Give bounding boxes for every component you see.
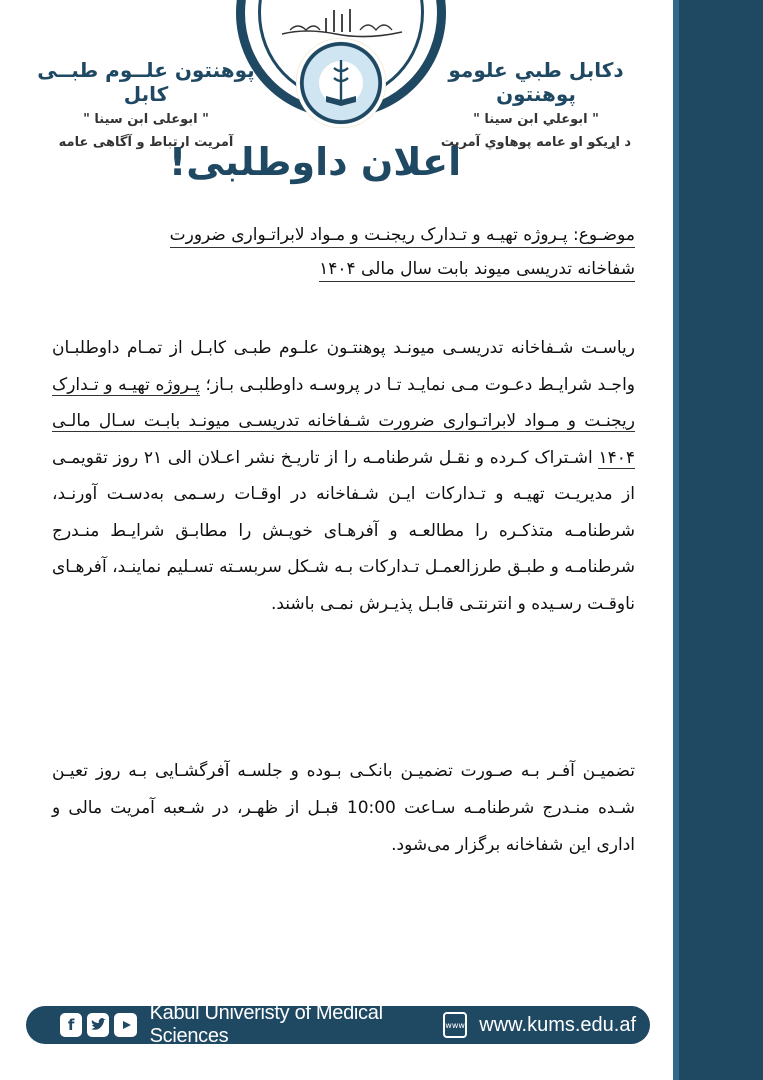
announcement-paragraph-2: تضمیـن آفـر بـه صـورت تضمیـن بانکـی بـوده و جلسـه آفرگشـایی بـه روز تعیـن شـده منـدرج شرطنامـه سـاعت 10:00 قبـل از ظهـر، در شـعبه آمریت مالی و اداری این شفاخانه برگزار می‌شود. [52, 761, 635, 855]
university-epithet-pashto: " ابوعلي ابن سینا " [473, 112, 599, 127]
announcement-subject [52, 218, 635, 286]
subject-line-1: موضـوع: پـروژه تهیـه و تـدارک ریجنـت و مـواد لابراتـواری ضرورت [170, 225, 635, 248]
seal-emblem-icon [296, 38, 386, 128]
office-name-dari: آمریت ارتباط و آگاهی عامه [58, 135, 234, 150]
youtube-play-icon [119, 1019, 133, 1031]
header-dari [26, 58, 266, 150]
bismillah-calligraphy-icon [276, 6, 408, 42]
header-pashto [421, 58, 651, 150]
twitter-icon[interactable] [87, 1013, 109, 1037]
announcement-title: اعلان داوطلبی! [168, 140, 462, 184]
paragraph-1-project-name: پـروژه تهیـه و تـدارک ریجنـت و مـواد لابراتـواری ضرورت شـفاخانه تدریسـی میونـد بابـت سـال مالـی ۱۴۰۴ [52, 374, 635, 468]
university-seal-logo [296, 38, 386, 128]
office-name-pashto: د اړیکو او عامه پوهاوي آمریت [440, 135, 632, 150]
footer-university-name: Kabul Univeristy of Medical Sciences [149, 1002, 383, 1047]
youtube-icon[interactable] [114, 1013, 136, 1037]
facebook-icon[interactable]: f [60, 1013, 82, 1037]
right-side-bar [673, 0, 763, 1080]
subject-line-2: شفاخانه تدریسی میوند بابت سال مالی ۱۴۰۴ [319, 259, 635, 282]
paragraph-1-intro: ریاسـت شـفاخانه تدریسـی میونـد پوهنتـون علـوم طبـی کابـل از تمـام داوطلبـان واجـد شرایـط دعـوت مـی نمایـد تـا در پروسـه داوطلبـی بـاز؛ [52, 338, 635, 395]
twitter-bird-icon [90, 1018, 106, 1032]
side-bar-strip [673, 0, 679, 1080]
paragraph-1-details: اشـتراک کـرده و نقـل شرطنامـه را از تاریـخ نشر اعـلان الی ۲۱ روز تقویمـی از مدیریـت تهیـه و تـدارکات ایـن شـفاخانه در اوقـات رسـمی به‌دسـت آورنـد، شرطنامـه متذکـره را مطالعـه و آفرهـای خویـش را مطابـق شرایـط منـدرج شرطنامـه و طبـق طرزالعمـل تـدارکات بـه شـکل سربسـته تسـلیم نماینـد، آفرهـای ناوقـت رسـیده و انترنتـی قابـل پذیـرش نمـی باشند. [52, 447, 635, 614]
announcement-paragraph-1 [52, 330, 635, 622]
globe-icon: www [443, 1012, 467, 1038]
university-epithet-dari: " ابوعلی ابن سینا " [83, 112, 209, 127]
university-name-dari: پوهنتون علــوم طبــی کابل [37, 58, 255, 106]
footer-bar [26, 1002, 650, 1047]
footer-website-link[interactable]: www.kums.edu.af [479, 1013, 637, 1036]
university-name-pashto: دکابل طبي علومو پوهنتون [448, 58, 624, 106]
